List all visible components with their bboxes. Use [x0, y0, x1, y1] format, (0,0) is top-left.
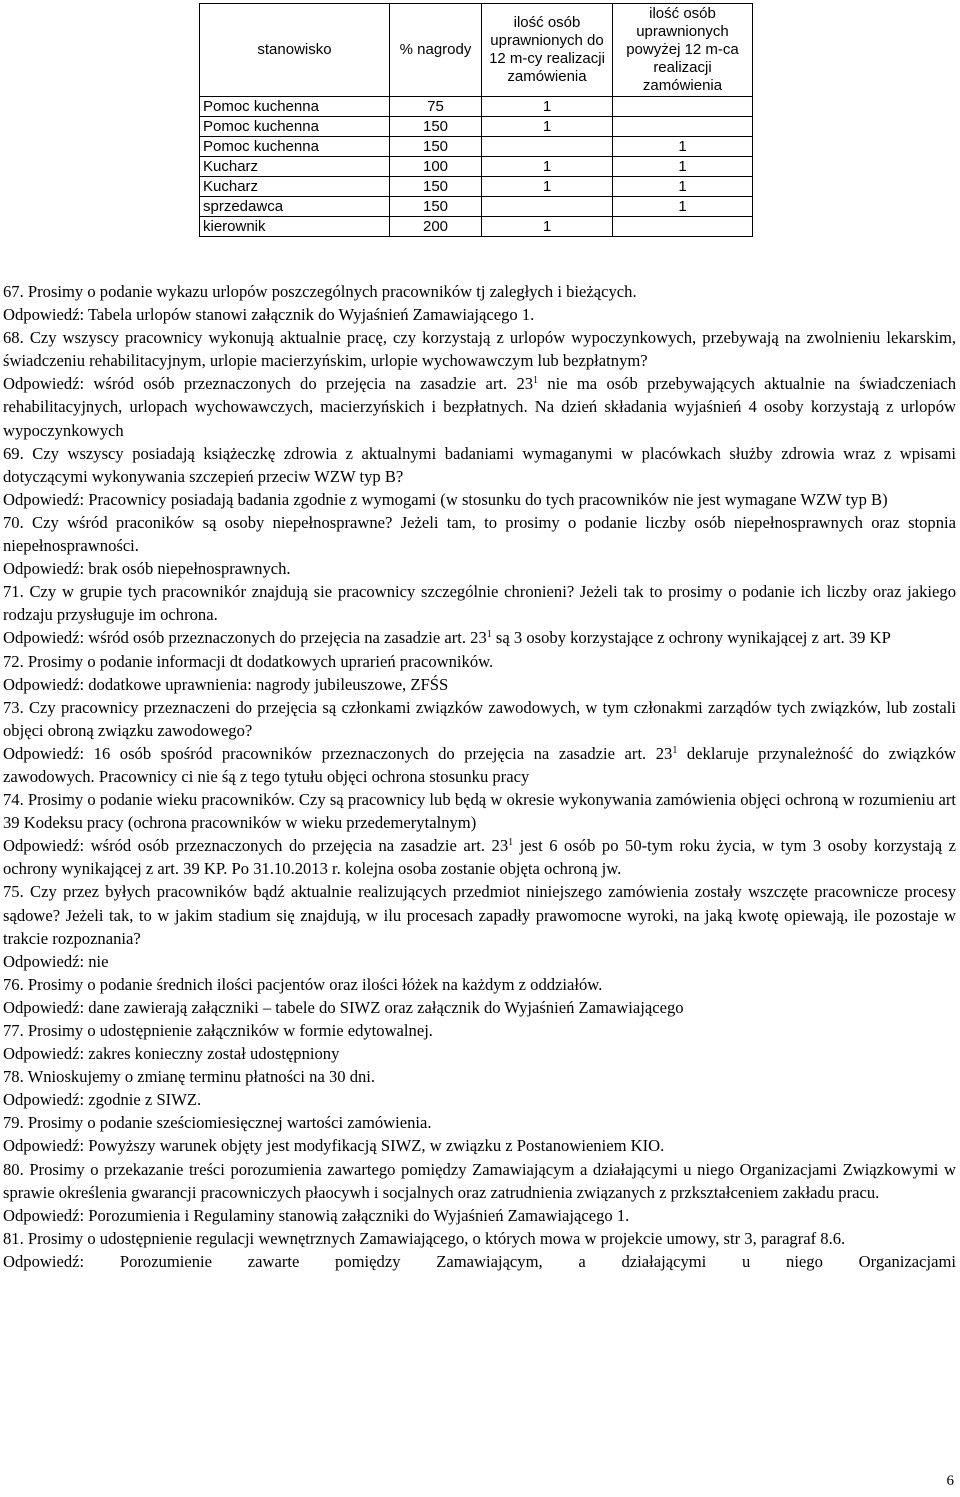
cell-do-12: 1 [482, 117, 613, 137]
header-nagroda: % nagrody [390, 4, 482, 97]
cell-stanowisko: Pomoc kuchenna [200, 97, 390, 117]
answer-70: Odpowiedź: brak osób niepełnosprawnych. [3, 559, 291, 579]
question-78: 78. Wnioskujemy o zmianę terminu płatności na 30 dni. [3, 1067, 376, 1087]
cell-nagroda: 100 [390, 157, 482, 177]
answer-78: Odpowiedź: zgodnie z SIWZ. [3, 1090, 202, 1110]
question-81: 81. Prosimy o udostępnienie regulacji wewnętrznych Zamawiającego, o których mowa w projekcie umowy, str 3, paragraf 8.6. [3, 1228, 846, 1248]
cell-powyzej-12 [613, 117, 753, 137]
answer-77: Odpowiedź: zakres konieczny został udostępniony [3, 1044, 340, 1064]
cell-stanowisko: Pomoc kuchenna [200, 117, 390, 137]
cell-powyzej-12 [613, 97, 753, 117]
cell-powyzej-12: 1 [613, 157, 753, 177]
answer-73: Odpowiedź: 16 osób spośród pracowników przeznaczonych do przejęcia na zasadzie art. $23^1$ deklaruje przynależność do związków zawodowych. Pracownicy ci nie śą z tego tytułu objęci ochrona stosunku pracy [3, 743, 956, 786]
cell-nagroda: 150 [390, 117, 482, 137]
header-stanowisko: stanowisko [200, 4, 390, 97]
answer-68: Odpowiedź: wśród osób przeznaczonych do przejęcia na zasadzie art. $23^1$ nie ma osób przebywających aktualnie na świadczeniach rehabilitacyjnych, urlopach wychowawczych, macierzyńskich i bezpłatnych. Na dzień składania wyjaśnień 4 osoby korzystają z urlopów wypoczynkowych [3, 374, 956, 440]
answer-74: Odpowiedź: wśród osób przeznaczonych do przejęcia na zasadzie art. $23^1$ jest 6 osób po 50-tym roku życia, w tym 3 osoby korzystają z ochrony wynikającej z art. 39 KP. Po 31.10.2013 r. kolejna osoba zostanie objęta ochroną jw. [3, 836, 956, 879]
page-number: 6 [946, 1473, 954, 1489]
table-header-row [200, 4, 753, 97]
answer-81: Odpowiedź: Porozumienie zawarte pomiędzy Zamawiającym, a działającymi u niego Organizacjami [3, 1251, 956, 1271]
cell-do-12 [482, 197, 613, 217]
question-67: 67. Prosimy o podanie wykazu urlopów poszczególnych pracowników tj zaległych i bieżących. [3, 282, 637, 301]
answer-80: Odpowiedź: Porozumienia i Regulaminy stanowią załączniki do Wyjaśnień Zamawiającego 1. [3, 1205, 630, 1225]
cell-stanowisko: Pomoc kuchenna [200, 137, 390, 157]
cell-do-12: 1 [482, 97, 613, 117]
table-row [200, 197, 753, 217]
cell-powyzej-12: 1 [613, 197, 753, 217]
cell-nagroda: 200 [390, 217, 482, 237]
cell-do-12: 1 [482, 157, 613, 177]
document-body [3, 280, 956, 1273]
question-77: 77. Prosimy o udostępnienie załączników w formie edytowalnej. [3, 1021, 433, 1040]
answer-67: Odpowiedź: Tabela urlopów stanowi załącznik do Wyjaśnień Zamawiającego 1. [3, 305, 535, 325]
question-76: 76. Prosimy o podanie średnich ilości pacjentów oraz ilości łóżek na każdym z oddziałów. [3, 974, 603, 994]
cell-do-12: 1 [482, 177, 613, 197]
table-row [200, 97, 753, 117]
answer-71: Odpowiedź: wśród osób przeznaczonych do przejęcia na zasadzie art. $23^1$ są 3 osoby korzystające z ochrony wynikającej z art. 39 KP [3, 628, 891, 648]
cell-stanowisko: Kucharz [200, 157, 390, 177]
cell-stanowisko: kierownik [200, 217, 390, 237]
cell-nagroda: 150 [390, 177, 482, 197]
table-row [200, 117, 753, 137]
question-70: 70. Czy wśród praconików są osoby niepełnosprawne? Jeżeli tam, to prosimy o podanie liczby osób niepełnosprawnych oraz stopnia niepełnosprawności. [3, 512, 956, 556]
question-72: 72. Prosimy o podanie informacji dt dodatkowych uprarień pracowników. [3, 651, 494, 671]
question-74: 74. Prosimy o podanie wieku pracowników. Czy są pracownicy lub będą w okresie wykonywania zamówienia objęci ochroną w rozumieniu art 39 Kodeksu pracy (ochrona pracowników w wieku przedemerytalnym) [3, 790, 956, 833]
answer-75: Odpowiedź: nie [3, 951, 109, 971]
cell-nagroda: 150 [390, 197, 482, 217]
cell-do-12: 1 [482, 217, 613, 237]
superscript: 1 [533, 375, 539, 387]
cell-stanowisko: sprzedawca [200, 197, 390, 217]
cell-powyzej-12 [613, 217, 753, 237]
answer-72: Odpowiedź: dodatkowe uprawnienia: nagrody jubileuszowe, ZFŚS [3, 674, 449, 694]
question-73: 73. Czy pracownicy przeznaczeni do przejęcia są członkami związków zawodowych, w tym członakmi zarządów tych związków, lub zostali objęci obroną związku zawodowego? [3, 697, 956, 740]
cell-nagroda: 75 [390, 97, 482, 117]
question-80: 80. Prosimy o przekazanie treści porozumienia zawartego pomiędzy Zamawiającym a działającymi u niego Organizacjami Związkowymi w sprawie określenia gwarancji pracowniczych płaocywh i socjalnych oraz zatrudnienia związanych z przkształceniem zakładu pracu. [3, 1159, 956, 1202]
cell-nagroda: 150 [390, 137, 482, 157]
cell-powyzej-12: 1 [613, 137, 753, 157]
question-68: 68. Czy wszyscy pracownicy wykonują aktualnie pracę, czy korzystają z urlopów wypoczynkowych, przebywają na zwolnieniu lekarskim, świadczeniu rehabilitacyjnym, urlopie macierzyńskim, urlopie wychowawczym lub bezpłatnym? [3, 328, 956, 371]
staff-table-container [199, 3, 753, 237]
header-powyzej-12: ilość osób uprawnionych powyżej 12 m-ca realizacji zamówienia [613, 4, 753, 97]
table-row [200, 177, 753, 197]
question-79: 79. Prosimy o podanie sześciomiesięcznej wartości zamówienia. [3, 1113, 432, 1133]
cell-stanowisko: Kucharz [200, 177, 390, 197]
cell-powyzej-12: 1 [613, 177, 753, 197]
question-69: 69. Czy wszyscy posiadają książeczkę zdrowia z aktualnymi badaniami wymaganymi w placówkach służby zdrowia wraz z wpisami dotyczącymi wykonywania szczepień przeciw WZW typ B? [3, 443, 956, 486]
answer-69: Odpowiedź: Pracownicy posiadają badania zgodnie z wymogami (w stosunku do tych pracowników nie jest wymagane WZW typ B) [3, 489, 888, 509]
question-71: 71. Czy w grupie tych pracownikór znajdują sie pracownicy szczególnie chronieni? Jeżeli tak to prosimy o podanie ich liczby oraz jakiego rodzaju przysługuje im ochrona. [3, 582, 956, 625]
answer-79: Odpowiedź: Powyższy warunek objęty jest modyfikacją SIWZ, w związku z Postanowieniem KIO. [3, 1136, 665, 1156]
cell-do-12 [482, 137, 613, 157]
table-row [200, 217, 753, 237]
staff-table [199, 3, 753, 237]
header-do-12: ilość osób uprawnionych do 12 m-cy realizacji zamówienia [482, 4, 613, 97]
answer-76: Odpowiedź: dane zawierają załączniki – tabele do SIWZ oraz załącznik do Wyjaśnień Zamawiającego [3, 997, 684, 1017]
superscript: 1 [486, 629, 492, 641]
table-row [200, 157, 753, 177]
table-row [200, 137, 753, 157]
superscript: 1 [508, 837, 514, 849]
question-75: 75. Czy przez byłych pracowników bądź aktualnie realizujących przedmiot niniejszego zamówienia zostały wszczęte pracownicze procesy sądowe? Jeżeli tak, to w jakim stadium się znajdują, w ilu procesach zapadły prawomocne wyroki, na jaką kwotę opiewają, ile pozostaje w trakcie rozpoznania? [3, 882, 956, 948]
superscript: 1 [672, 744, 678, 756]
